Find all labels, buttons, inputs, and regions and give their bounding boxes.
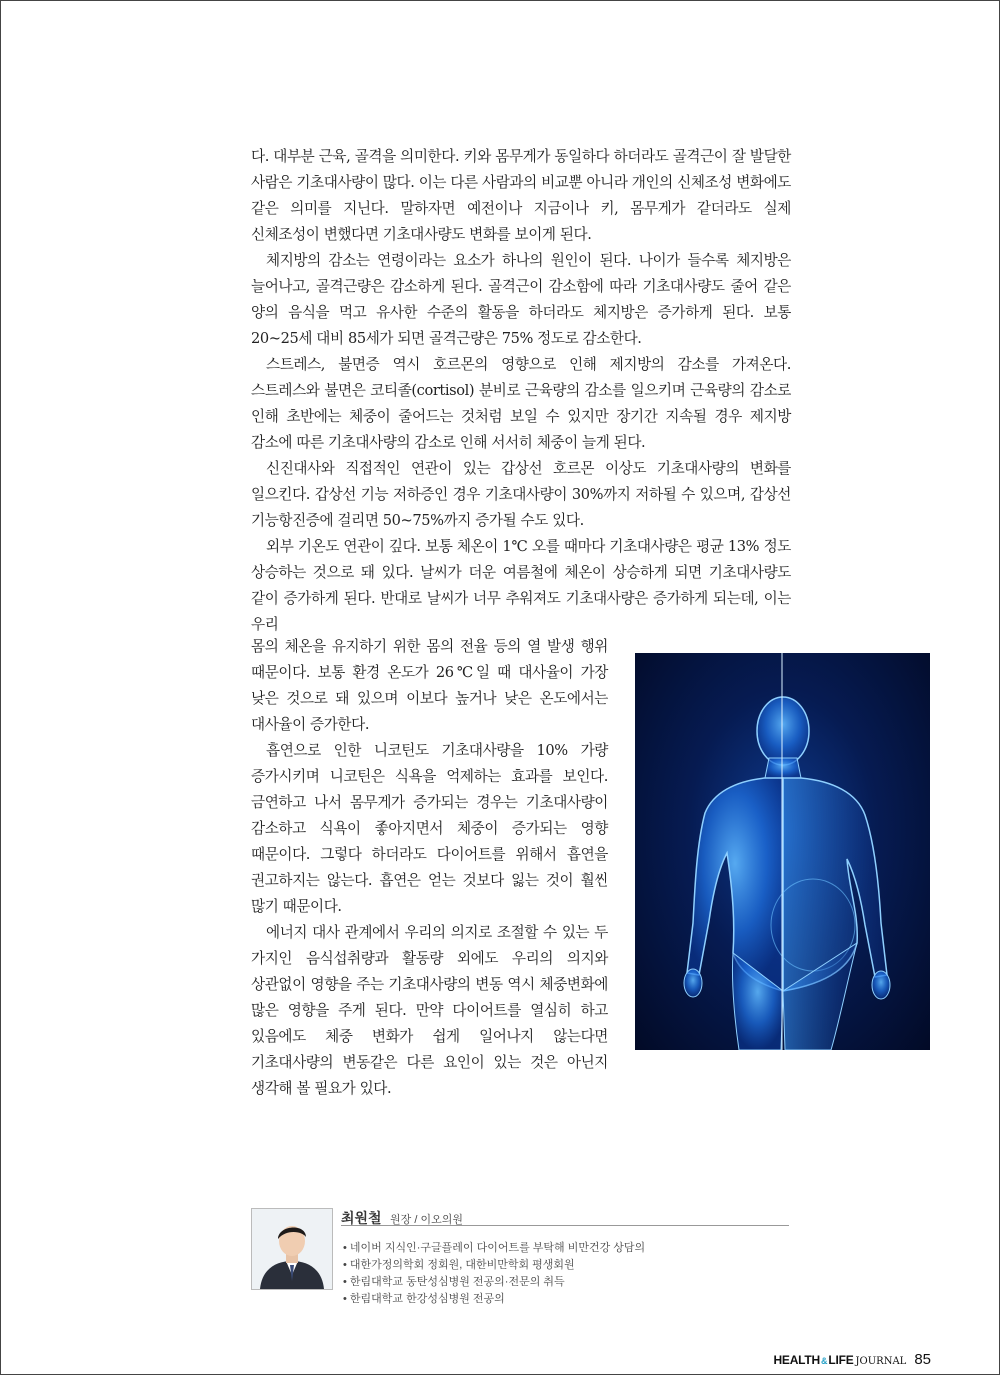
article-paragraph: 체지방의 감소는 연령이라는 요소가 하나의 원인이 된다. 나이가 들수록 체지방은 늘어나고, 골격근량은 감소하게 된다. 골격근이 감소함에 따라 기초대사량도 줄어 같은 양의 음식을 먹고 유사한 수준의 활동을 하더라도 체지방은 증가하게 된다. 보통 20~25세 대비 85세가 되면 골격근량은 75% 정도로 감소한다. xyxy=(251,252,791,347)
author-header xyxy=(341,1208,789,1226)
article-paragraph: 흡연으로 인한 니코틴도 기초대사량을 10% 가량 증가시키며 니코틴은 식욕을 억제하는 효과를 보인다. 금연하고 나서 몸무게가 증가되는 경우는 기초대사량이 감소하고 식욕이 좋아지면서 체중이 증가되는 영향 때문이다. 그렇다 하더라도 다이어트를 위해서 흡연을 권고하지는 않는다. 흡연은 얻는 것보다 잃는 것이 훨씬 많기 때문이다. xyxy=(251,742,608,915)
logo-journal: JOURNAL xyxy=(855,1356,907,1367)
author-credentials xyxy=(343,1240,645,1308)
author-title: 원장 / 이오의원 xyxy=(390,1214,463,1226)
article-body-narrow-column xyxy=(251,634,608,1102)
author-name: 최원철 xyxy=(341,1210,382,1226)
article-paragraph: 스트레스, 불면증 역시 호르몬의 영향으로 인해 제지방의 감소를 가져온다. 스트레스와 불면은 코티졸(cortisol) 분비로 근육량의 감소를 일으키며 근육량의 감소로 인해 초반에는 체중이 줄어드는 것처럼 보일 수 있지만 장기간 지속될 경우 제지방 감소에 따른 기초대사량의 감소로 인해 서서히 체중이 늘게 된다. xyxy=(251,356,791,451)
journal-logo xyxy=(773,1353,853,1367)
logo-life: LIFE xyxy=(828,1353,854,1367)
page-number: 85 xyxy=(914,1351,931,1368)
author-photo xyxy=(251,1208,333,1290)
author-box xyxy=(251,1208,791,1308)
logo-ampersand: & xyxy=(821,1356,828,1366)
credential-item: • 대한가정의학회 정회원, 대한비만학회 평생회원 xyxy=(343,1257,645,1274)
page-footer xyxy=(773,1351,931,1368)
article-body-full-width xyxy=(251,144,791,638)
article-paragraph: 다. 대부분 근육, 골격을 의미한다. 키와 몸무게가 동일하다 하더라도 골격근이 잘 발달한 사람은 기초대사량이 많다. 이는 다른 사람과의 비교뿐 아니라 개인의 신체조성 변화에도 같은 의미를 지닌다. 말하자면 예전이나 지금이나 키, 몸무게가 같더라도 실제 신체조성이 변했다면 기초대사량도 변화를 보이게 된다. xyxy=(251,148,791,243)
glowing-body-figure xyxy=(635,653,930,1050)
article-paragraph: 신진대사와 직접적인 연관이 있는 갑상선 호르몬 이상도 기초대사량의 변화를 일으킨다. 갑상선 기능 저하증인 경우 기초대사량이 30%까지 저하될 수 있으며, 갑상선 기능항진증에 걸리면 50~75%까지 증가될 수도 있다. xyxy=(251,460,791,529)
article-paragraph: 에너지 대사 관계에서 우리의 의지로 조절할 수 있는 두 가지인 음식섭취량과 활동량 외에도 우리의 의지와 상관없이 영향을 주는 기초대사량의 변동 역시 체중변화에 많은 영향을 주게 된다. 만약 다이어트를 열심히 하고 있음에도 체중 변화가 쉽게 일어나지 않는다면 기초대사량의 변동같은 다른 요인이 있는 것은 아닌지 생각해 볼 필요가 있다. xyxy=(251,924,608,1097)
human-body-illustration xyxy=(635,653,930,1050)
logo-health: HEALTH xyxy=(773,1353,821,1367)
article-paragraph: 외부 기온도 연관이 깊다. 보통 체온이 1℃ 오를 때마다 기초대사량은 평균 13% 정도 상승하는 것으로 돼 있다. 날씨가 더운 여름철에 체온이 상승하게 되면 기초대사량도 같이 증가하게 된다. 반대로 날씨가 너무 추워져도 기초대사량은 증가하게 되는데, 이는 우리 xyxy=(251,538,791,633)
article-paragraph: 몸의 체온을 유지하기 위한 몸의 전율 등의 열 발생 행위 때문이다. 보통 환경 온도가 26℃일 때 대사율이 가장 낮은 것으로 돼 있으며 이보다 높거나 낮은 온도에서는 대사율이 증가한다. xyxy=(251,638,608,733)
credential-item: • 네이버 지식인·구글플레이 다이어트를 부탁해 비만건강 상담의 xyxy=(343,1240,645,1257)
credential-item: • 한림대학교 한강성심병원 전공의 xyxy=(343,1291,645,1308)
credential-item: • 한림대학교 동탄성심병원 전공의·전문의 취득 xyxy=(343,1274,645,1291)
